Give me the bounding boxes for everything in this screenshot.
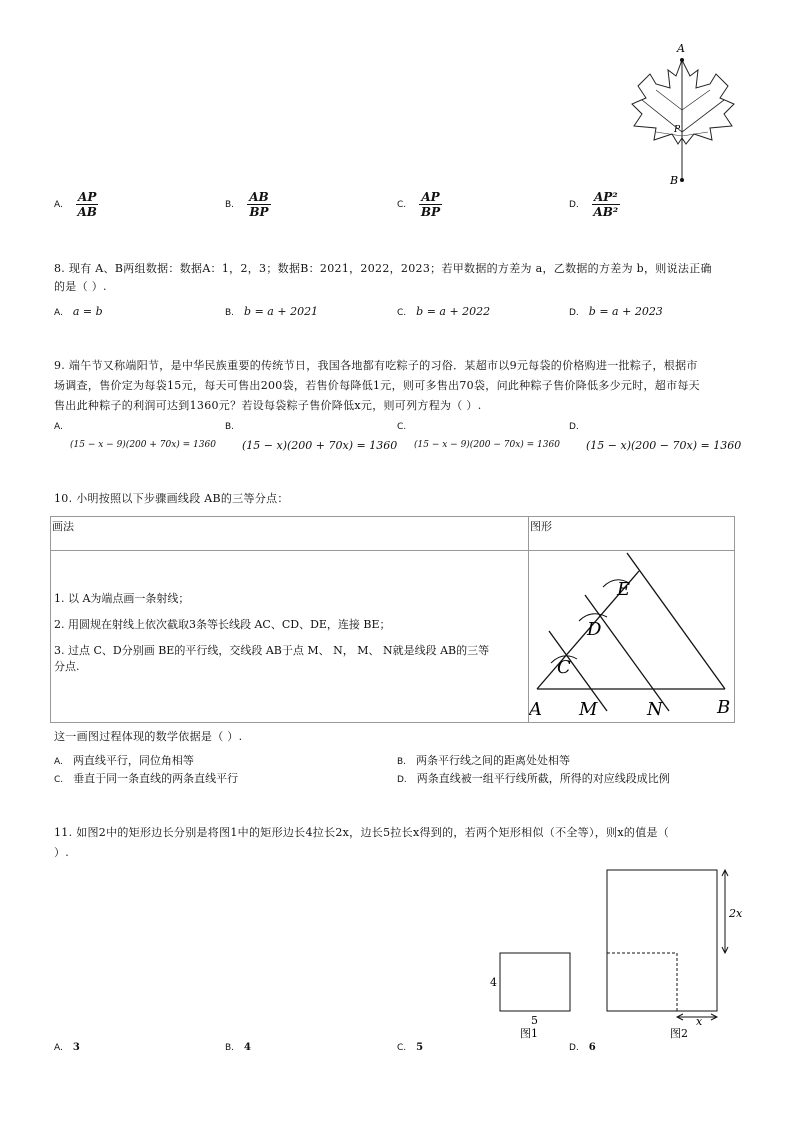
q10-option-d: D. 两条直线被一组平行线所截，所得的对应线段成比例	[397, 772, 670, 785]
q7-option-d: D. $\frac{\text{AP²}}{\text{AB²}}$	[569, 190, 619, 219]
maple-leaf-figure	[620, 40, 750, 190]
q11-option-b: B. 4	[225, 1042, 252, 1053]
q9-stem-line2: 场调查，售价定为每袋15元，每天可售出200袋，若售价每降低1元，则可多售出70袋，问此种粽子售价降低多少元时，超市每天	[54, 379, 700, 392]
label-a: A	[677, 42, 685, 55]
fig1-rectangle	[500, 953, 570, 1011]
fraction: $\frac{AB}{BP}$	[249, 190, 269, 219]
leaf-vein-left2	[656, 90, 682, 110]
fig1-caption: 图1	[520, 1027, 538, 1040]
step-1: 1. 以 A为端点画一条射线；	[54, 592, 190, 605]
q9-stem-line1: 9. 端午节又称端阳节，是中华民族重要的传统节日，我国各地都有吃粽子的习俗．某超市以9元每袋的价格购进一批粽子，根据市	[54, 359, 698, 372]
fraction: $\frac{AP}{AB}$	[77, 190, 97, 219]
q8-option-a: A. a = b	[54, 305, 103, 318]
q11-option-c: C. 5	[397, 1042, 424, 1053]
q9-option-d-text: (15 − x)(200 − 70x) = 1360	[586, 439, 742, 452]
q11-option-a: A. 3	[54, 1042, 80, 1053]
step-3b: 分点.	[54, 660, 80, 673]
fig2-caption: 图2	[670, 1027, 688, 1040]
leaf-vein-low-right	[682, 132, 708, 136]
q8-option-d: D. b = a + 2023	[569, 305, 663, 318]
fig-label-m: M	[579, 699, 598, 719]
segment-be	[627, 553, 725, 689]
point-b-dot	[680, 178, 684, 182]
label-p: P	[674, 125, 681, 135]
figure-cell	[529, 551, 735, 723]
point-a-dot	[680, 58, 684, 62]
q11-stem-line1: 11. 如图2中的矩形边长分别是将图1中的矩形边长4拉长2x，边长5拉长x得到的，若两个矩形相似（不全等），则x的值是（	[54, 826, 670, 839]
q10-option-c: C. 垂直于同一条直线的两条直线平行	[54, 772, 239, 785]
table-header-method: 画法	[51, 517, 529, 551]
q9-option-c-text: (15 − x − 9)(200 − 70x) = 1360	[414, 440, 560, 450]
fraction: $\frac{AP}{BP}$	[420, 190, 441, 219]
q8-option-c: C. b = a + 2022	[397, 305, 491, 318]
leaf-vein-right2	[682, 90, 710, 110]
fig2-side-bottom: x	[696, 1015, 703, 1028]
q8-stem-line2: 的是（ ）.	[54, 280, 107, 293]
q10-option-b: B. 两条平行线之间的距离处处相等	[397, 754, 571, 767]
q11-option-d: D. 6	[569, 1042, 596, 1053]
q9-option-b-letter: B.	[225, 422, 235, 432]
fig2-side-right: 2x	[729, 907, 743, 920]
q11-stem-line2: ）.	[54, 846, 70, 859]
fig-label-n: N	[647, 699, 663, 719]
q7-option-a: A. $\frac{AP}{AB}$	[54, 190, 97, 219]
trisection-figure	[529, 551, 734, 719]
q10-title: 10. 小明按照以下步骤画线段 AB的三等分点：	[54, 492, 289, 505]
fig-label-b: B	[717, 697, 731, 718]
q9-option-a-letter: A.	[54, 422, 63, 432]
q10-option-a: A. 两直线平行，同位角相等	[54, 754, 194, 767]
q8-stem-line1: 8. 现有 A、B两组数据：数据A：1，2，3；数据B：2021，2022，2023；若甲数据的方差为 a，乙数据的方差为 b，则说法正确	[54, 262, 712, 275]
fig1-side-left: 4	[490, 976, 497, 989]
method-cell	[51, 551, 529, 723]
q9-option-a-text: (15 − x − 9)(200 + 70x) = 1360	[70, 440, 216, 450]
q9-option-b-text: (15 − x)(200 + 70x) = 1360	[242, 439, 398, 452]
q9-stem-line3: 售出此种粽子的利润可达到1360元？若设每袋粽子售价降低x元，则可列方程为（ ）.	[54, 399, 482, 412]
step-3a: 3. 过点 C、D分别画 BE的平行线，交线段 AB于点 M、 N， M、 N就是线段 AB的三等	[54, 644, 490, 657]
rectangle-figures	[480, 860, 760, 1045]
steps-table	[50, 516, 735, 723]
q8-option-b: B. b = a + 2021	[225, 305, 319, 318]
fig1-side-bottom: 5	[531, 1014, 538, 1027]
fig-label-c: C	[557, 657, 571, 678]
q7-option-b: B. $\frac{AB}{BP}$	[225, 190, 269, 219]
fig2-rectangle	[607, 870, 717, 1011]
q7-option-c: C. $\frac{AP}{BP}$	[397, 190, 441, 219]
q9-option-c-letter: C.	[397, 422, 407, 432]
q10-question: 这一画图过程体现的数学依据是（ ）.	[54, 730, 243, 743]
fig-label-e: E	[617, 579, 631, 600]
fig2-inner-dashed	[607, 953, 677, 1011]
parallel-dn	[585, 595, 669, 711]
step-2: 2. 用圆规在射线上依次截取3条等长线段 AC、CD、DE，连接 BE；	[54, 618, 391, 631]
label-b: B	[670, 174, 679, 187]
fig-label-a: A	[529, 699, 542, 719]
fig-label-d: D	[587, 619, 602, 640]
q9-option-d-letter: D.	[569, 422, 579, 432]
table-header-figure: 图形	[529, 517, 735, 551]
fraction: $\frac{\text{AP²}}{\text{AB²}}$	[593, 190, 619, 219]
